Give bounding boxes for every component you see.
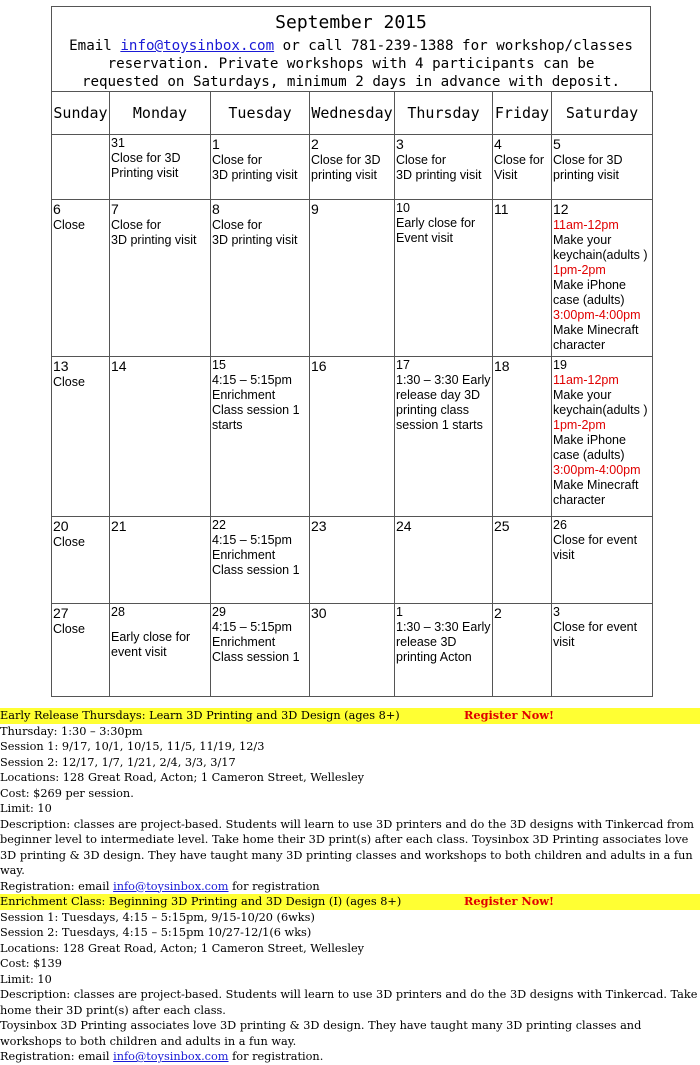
early-release-session2: Session 2: 12/17, 1/7, 1/21, 2/4, 3/3, 3/17 (0, 755, 236, 769)
day-cell (493, 357, 552, 517)
day-note: 4:15 – 5:15pm Enrichment Class session 1 (212, 620, 300, 664)
registration-suffix: for registration (228, 879, 320, 893)
week-row-2 (52, 200, 653, 357)
day-number: 19 (553, 358, 567, 372)
weekday-tuesday: Tuesday (211, 92, 310, 135)
intro-rest: or call 781-239-1388 for workshop/classes (274, 38, 633, 54)
workshop-desc: Make your keychain(adults ) (553, 388, 648, 417)
early-release-heading-bar (0, 708, 700, 724)
enrichment-registration (0, 1049, 700, 1065)
day-number: 9 (311, 201, 319, 217)
day-note: Close for 3D printing visit (311, 153, 381, 182)
day-number: 16 (311, 358, 327, 374)
workshop-time: 3:00pm-4:00pm (553, 463, 641, 477)
calendar-title: September 2015 (275, 12, 427, 33)
day-cell (52, 604, 110, 697)
day-cell (211, 517, 310, 604)
day-cell (110, 357, 211, 517)
week-row-4 (52, 517, 653, 604)
day-cell (493, 135, 552, 200)
day-number: 28 (111, 605, 125, 619)
day-number: 15 (212, 358, 226, 372)
enrichment-description2: Toysinbox 3D Printing associates love 3D printing & 3D design. They have taught many 3D printing classes and workshops to both children and adults in a fun way. (0, 1019, 642, 1048)
workshop-time: 11am-12pm (553, 373, 619, 387)
day-note: Close for (396, 153, 447, 167)
day-note: Close for Visit (494, 153, 545, 182)
workshop-time: 11am-12pm (553, 218, 619, 232)
early-release-session1: Session 1: 9/17, 10/1, 10/15, 11/5, 11/19, 12/3 (0, 740, 265, 753)
day-note: Close for (212, 218, 263, 232)
day-number: 2 (494, 605, 502, 621)
day-cell (310, 200, 395, 357)
day-cell (310, 357, 395, 517)
day-cell (52, 200, 110, 357)
day-cell (110, 604, 211, 697)
day-cell (211, 200, 310, 357)
registration-suffix: for registration. (228, 1050, 324, 1063)
weekday-sunday: Sunday (52, 92, 110, 135)
workshop-time: 1pm-2pm (553, 263, 606, 277)
day-note: 3D printing visit (212, 233, 298, 247)
weekday-friday: Friday (493, 92, 552, 135)
day-number: 25 (494, 518, 510, 534)
calendar-intro (52, 37, 650, 91)
day-cell (110, 200, 211, 357)
day-cell (52, 517, 110, 604)
weekday-wednesday: Wednesday (310, 92, 395, 135)
day-cell (395, 517, 493, 604)
enrichment-heading-bar (0, 894, 700, 910)
day-cell (395, 200, 493, 357)
day-number: 31 (111, 136, 125, 150)
day-cell (110, 135, 211, 200)
day-cell (493, 517, 552, 604)
day-number: 27 (53, 605, 69, 621)
workshop-desc: Make Minecraft character (553, 323, 639, 352)
day-cell (211, 357, 310, 517)
enrichment-locations: Locations: 128 Great Road, Acton; 1 Cameron Street, Wellesley (0, 941, 365, 955)
enrichment-session1: Session 1: Tuesdays, 4:15 – 5:15pm, 9/15-10/20 (6wks) (0, 910, 315, 924)
enrichment-limit: Limit: 10 (0, 972, 52, 986)
day-number: 10 (396, 201, 410, 215)
day-cell (395, 135, 493, 200)
day-cell (211, 135, 310, 200)
day-cell (310, 517, 395, 604)
day-number: 29 (212, 605, 226, 619)
workshop-time: 3:00pm-4:00pm (553, 308, 641, 322)
early-release-cost: Cost: $269 per session. (0, 786, 134, 800)
day-cell (552, 604, 653, 697)
email-link[interactable]: info@toysinbox.com (120, 38, 275, 54)
day-number: 17 (396, 358, 410, 372)
day-note: Early close for event visit (111, 630, 191, 659)
day-cell (395, 604, 493, 697)
register-now-link[interactable]: Register Now! (464, 894, 554, 908)
day-number: 1 (212, 136, 220, 152)
day-number: 24 (396, 518, 412, 534)
day-note: Close for event visit (553, 533, 638, 562)
day-note: 3D printing visit (396, 168, 482, 182)
enrichment-cost: Cost: $139 (0, 957, 62, 970)
day-cell (310, 135, 395, 200)
week-row-1 (52, 135, 653, 200)
workshop-desc: Make iPhone case (adults) (553, 433, 626, 462)
day-number: 18 (494, 358, 510, 374)
day-note: Close for (111, 218, 162, 232)
weekday-saturday: Saturday (552, 92, 653, 135)
day-number: 4 (494, 136, 502, 152)
day-cell (552, 135, 653, 200)
day-cell (395, 357, 493, 517)
day-number: 30 (311, 605, 327, 621)
day-number: 13 (53, 358, 69, 374)
day-note: Close (53, 622, 85, 636)
day-number: 12 (553, 201, 569, 217)
day-note: Close for 3D Printing visit (111, 151, 181, 180)
day-note: 1:30 – 3:30 Early release 3D printing Acton (396, 620, 491, 664)
day-number: 22 (212, 518, 226, 532)
intro-line2: reservation. Private workshops with 4 participants can be (107, 56, 595, 72)
registration-prefix: Registration: email (0, 1050, 114, 1063)
early-release-description: Description: classes are project-based. Students will learn to use 3D printers and do the 3D designs with Tinkercad from beginner level to intermediate level. Take home their 3D print(s) after each class. Toysinbox 3D Printing associates love 3D printing & 3D design. They have taught many 3D printing classes and workshops to both children and adults in a fun way. (0, 817, 695, 877)
day-note: 1:30 – 3:30 Early release day 3D printing class session 1 starts (396, 373, 491, 432)
day-number: 21 (111, 518, 127, 534)
day-note: 4:15 – 5:15pm Enrichment Class session 1 starts (212, 373, 300, 432)
day-cell (52, 135, 110, 200)
day-note: Close (53, 535, 85, 549)
registration-email-link[interactable]: info@toysinbox.com (113, 1050, 229, 1063)
enrichment-session2: Session 2: Tuesdays, 4:15 – 5:15pm 10/27-12/1(6 wks) (0, 926, 312, 939)
weekday-header-row (52, 92, 653, 135)
day-note: Close for (212, 153, 263, 167)
day-cell (110, 517, 211, 604)
day-number: 1 (396, 605, 403, 619)
day-number: 3 (396, 136, 404, 152)
early-release-locations: Locations: 128 Great Road, Acton; 1 Cameron Street, Wellesley (0, 771, 365, 784)
day-number: 3 (553, 605, 560, 619)
workshop-desc: Make your keychain(adults ) (553, 233, 648, 262)
register-now-link[interactable]: Register Now! (464, 708, 554, 722)
day-number: 20 (53, 518, 69, 534)
enrichment-description1: Description: classes are project-based. Students will learn to use 3D printers and do the 3D designs with Tinkercad. Take home their 3D print(s) after each class. (0, 988, 698, 1017)
weekday-monday: Monday (110, 92, 211, 135)
day-cell (52, 357, 110, 517)
day-cell (552, 357, 653, 517)
day-cell (493, 604, 552, 697)
day-note: Early close for Event visit (396, 216, 476, 245)
early-release-heading: Early Release Thursdays: Learn 3D Printing and 3D Design (ages 8+) (0, 709, 400, 722)
enrichment-heading: Enrichment Class: Beginning 3D Printing and 3D Design (I) (ages 8+) (0, 895, 402, 908)
day-note: 3D printing visit (111, 233, 197, 247)
week-row-5 (52, 604, 653, 697)
early-release-limit: Limit: 10 (0, 802, 52, 815)
calendar-grid (51, 91, 653, 697)
day-note: Close (53, 218, 85, 232)
day-number: 14 (111, 358, 127, 374)
workshop-desc: Make iPhone case (adults) (553, 278, 626, 307)
weekday-thursday: Thursday (395, 92, 493, 135)
class-info (0, 708, 700, 1065)
day-cell (552, 200, 653, 357)
day-number: 26 (553, 518, 567, 532)
day-number: 6 (53, 201, 61, 217)
calendar-header (51, 6, 651, 91)
calendar (51, 6, 652, 690)
day-note: Close for 3D printing visit (553, 153, 623, 182)
workshop-desc: Make Minecraft character (553, 478, 639, 507)
day-cell (211, 604, 310, 697)
early-release-registration (0, 879, 700, 895)
day-cell (552, 517, 653, 604)
day-note: 4:15 – 5:15pm Enrichment Class session 1 (212, 533, 300, 577)
day-number: 7 (111, 201, 119, 217)
day-note: Close for event visit (553, 620, 638, 649)
day-number: 23 (311, 518, 327, 534)
early-release-thursday: Thursday: 1:30 – 3:30pm (0, 724, 143, 738)
intro-line3: requested on Saturdays, minimum 2 days in advance with deposit. (81, 74, 621, 90)
registration-email-link[interactable]: info@toysinbox.com (113, 879, 229, 893)
day-number: 8 (212, 201, 220, 217)
day-cell (493, 200, 552, 357)
day-cell (310, 604, 395, 697)
day-note: Close (53, 375, 85, 389)
day-number: 2 (311, 136, 319, 152)
registration-prefix: Registration: email (0, 879, 114, 893)
day-number: 11 (494, 201, 509, 217)
workshop-time: 1pm-2pm (553, 418, 606, 432)
day-note: 3D printing visit (212, 168, 298, 182)
week-row-3 (52, 357, 653, 517)
intro-prefix: Email (69, 38, 121, 54)
day-number: 5 (553, 136, 561, 152)
